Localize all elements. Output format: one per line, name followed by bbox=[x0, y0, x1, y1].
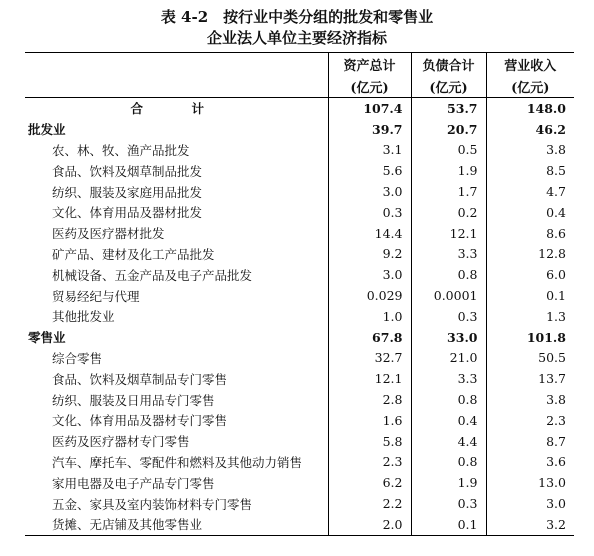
cell-assets: 3.0 bbox=[328, 181, 411, 202]
cell-liabilities: 20.7 bbox=[411, 119, 486, 140]
cell-liabilities: 53.7 bbox=[411, 98, 486, 119]
cell-liabilities: 0.1 bbox=[411, 514, 486, 535]
table-row bbox=[25, 264, 574, 285]
header-liabilities-unit: (亿元) bbox=[411, 75, 486, 98]
header-blank-unit bbox=[25, 75, 328, 98]
cell-assets: 2.0 bbox=[328, 514, 411, 535]
cell-assets: 12.1 bbox=[328, 368, 411, 389]
cell-revenue: 46.2 bbox=[486, 119, 574, 140]
cell-liabilities: 3.3 bbox=[411, 368, 486, 389]
table-row bbox=[25, 98, 574, 119]
cell-revenue: 0.4 bbox=[486, 202, 574, 223]
cell-revenue: 3.0 bbox=[486, 493, 574, 514]
cell-revenue: 8.5 bbox=[486, 160, 574, 181]
row-label: 贸易经纪与代理 bbox=[52, 288, 140, 304]
table-row bbox=[25, 223, 574, 244]
cell-assets: 2.3 bbox=[328, 452, 411, 473]
table-row bbox=[25, 452, 574, 473]
row-label: 汽车、摩托车、零配件和燃料及其他动力销售 bbox=[52, 454, 303, 470]
cell-assets: 14.4 bbox=[328, 223, 411, 244]
cell-assets: 39.7 bbox=[328, 119, 411, 140]
cell-revenue: 101.8 bbox=[486, 327, 574, 348]
cell-revenue: 3.8 bbox=[486, 389, 574, 410]
statistics-table bbox=[25, 52, 574, 536]
row-label: 家用电器及电子产品专门零售 bbox=[52, 475, 215, 491]
table-row bbox=[25, 181, 574, 202]
table-row bbox=[25, 431, 574, 452]
cell-revenue: 3.8 bbox=[486, 140, 574, 161]
cell-assets: 32.7 bbox=[328, 348, 411, 369]
table-row bbox=[25, 389, 574, 410]
cell-revenue: 4.7 bbox=[486, 181, 574, 202]
row-label: 合 计 bbox=[130, 101, 222, 117]
header-blank bbox=[25, 53, 328, 76]
table-row bbox=[25, 368, 574, 389]
cell-assets: 0.029 bbox=[328, 285, 411, 306]
header-liabilities: 负债合计 bbox=[411, 53, 486, 76]
cell-liabilities: 21.0 bbox=[411, 348, 486, 369]
table-body bbox=[25, 98, 574, 536]
cell-assets: 9.2 bbox=[328, 244, 411, 265]
cell-assets: 0.3 bbox=[328, 202, 411, 223]
header-assets: 资产总计 bbox=[328, 53, 411, 76]
row-label: 农、林、牧、渔产品批发 bbox=[52, 142, 190, 158]
table-row bbox=[25, 244, 574, 265]
cell-liabilities: 0.3 bbox=[411, 493, 486, 514]
row-label: 其他批发业 bbox=[52, 309, 115, 325]
cell-liabilities: 0.8 bbox=[411, 452, 486, 473]
table-row bbox=[25, 119, 574, 140]
cell-liabilities: 0.8 bbox=[411, 264, 486, 285]
row-label: 机械设备、五金产品及电子产品批发 bbox=[52, 267, 253, 283]
cell-revenue: 6.0 bbox=[486, 264, 574, 285]
cell-assets: 2.8 bbox=[328, 389, 411, 410]
cell-assets: 2.2 bbox=[328, 493, 411, 514]
row-label: 矿产品、建材及化工产品批发 bbox=[52, 246, 215, 262]
table-row bbox=[25, 285, 574, 306]
cell-revenue: 50.5 bbox=[486, 348, 574, 369]
cell-liabilities: 0.8 bbox=[411, 389, 486, 410]
cell-revenue: 3.6 bbox=[486, 452, 574, 473]
row-label: 综合零售 bbox=[52, 350, 103, 366]
cell-liabilities: 0.2 bbox=[411, 202, 486, 223]
cell-liabilities: 0.3 bbox=[411, 306, 486, 327]
cell-assets: 1.6 bbox=[328, 410, 411, 431]
cell-revenue: 148.0 bbox=[486, 98, 574, 119]
table-row bbox=[25, 514, 574, 535]
cell-liabilities: 3.3 bbox=[411, 244, 486, 265]
table-header bbox=[25, 53, 574, 98]
cell-revenue: 0.1 bbox=[486, 285, 574, 306]
cell-assets: 67.8 bbox=[328, 327, 411, 348]
cell-assets: 5.8 bbox=[328, 431, 411, 452]
cell-liabilities: 0.4 bbox=[411, 410, 486, 431]
row-label: 医药及医疗器材专门零售 bbox=[52, 434, 190, 450]
table-title: 表 4-2 按行业中类分组的批发和零售业 bbox=[160, 8, 434, 26]
table-row bbox=[25, 160, 574, 181]
cell-revenue: 1.3 bbox=[486, 306, 574, 327]
table-row bbox=[25, 327, 574, 348]
cell-revenue: 3.2 bbox=[486, 514, 574, 535]
row-label: 批发业 bbox=[28, 122, 66, 138]
cell-liabilities: 0.5 bbox=[411, 140, 486, 161]
cell-revenue: 13.0 bbox=[486, 472, 574, 493]
cell-liabilities: 33.0 bbox=[411, 327, 486, 348]
cell-liabilities: 1.9 bbox=[411, 472, 486, 493]
header-assets-unit: (亿元) bbox=[328, 75, 411, 98]
table-row bbox=[25, 348, 574, 369]
cell-assets: 107.4 bbox=[328, 98, 411, 119]
row-label: 食品、饮料及烟草制品批发 bbox=[52, 163, 203, 179]
table-row bbox=[25, 140, 574, 161]
cell-revenue: 8.6 bbox=[486, 223, 574, 244]
cell-assets: 6.2 bbox=[328, 472, 411, 493]
table-row bbox=[25, 472, 574, 493]
cell-liabilities: 0.0001 bbox=[411, 285, 486, 306]
cell-liabilities: 12.1 bbox=[411, 223, 486, 244]
row-label: 纺织、服装及家庭用品批发 bbox=[52, 184, 203, 200]
row-label: 文化、体育用品及器材批发 bbox=[52, 205, 203, 221]
row-label: 医药及医疗器材批发 bbox=[52, 226, 165, 242]
cell-revenue: 8.7 bbox=[486, 431, 574, 452]
row-label: 食品、饮料及烟草制品专门零售 bbox=[52, 371, 228, 387]
header-revenue: 营业收入 bbox=[486, 53, 574, 76]
cell-liabilities: 4.4 bbox=[411, 431, 486, 452]
table-row bbox=[25, 202, 574, 223]
cell-revenue: 13.7 bbox=[486, 368, 574, 389]
table-row bbox=[25, 306, 574, 327]
cell-assets: 1.0 bbox=[328, 306, 411, 327]
table-subtitle: 企业法人单位主要经济指标 bbox=[206, 29, 387, 47]
row-label: 货摊、无店铺及其他零售业 bbox=[25, 514, 328, 535]
table-row bbox=[25, 410, 574, 431]
row-label: 五金、家具及室内装饰材料专门零售 bbox=[52, 496, 253, 512]
row-label: 零售业 bbox=[28, 330, 66, 346]
header-revenue-unit: (亿元) bbox=[486, 75, 574, 98]
cell-liabilities: 1.9 bbox=[411, 160, 486, 181]
table-row bbox=[25, 493, 574, 514]
row-label: 纺织、服装及日用品专门零售 bbox=[52, 392, 215, 408]
cell-assets: 3.1 bbox=[328, 140, 411, 161]
row-label: 文化、体育用品及器材专门零售 bbox=[52, 413, 228, 429]
cell-revenue: 2.3 bbox=[486, 410, 574, 431]
cell-assets: 5.6 bbox=[328, 160, 411, 181]
cell-liabilities: 1.7 bbox=[411, 181, 486, 202]
cell-revenue: 12.8 bbox=[486, 244, 574, 265]
cell-assets: 3.0 bbox=[328, 264, 411, 285]
